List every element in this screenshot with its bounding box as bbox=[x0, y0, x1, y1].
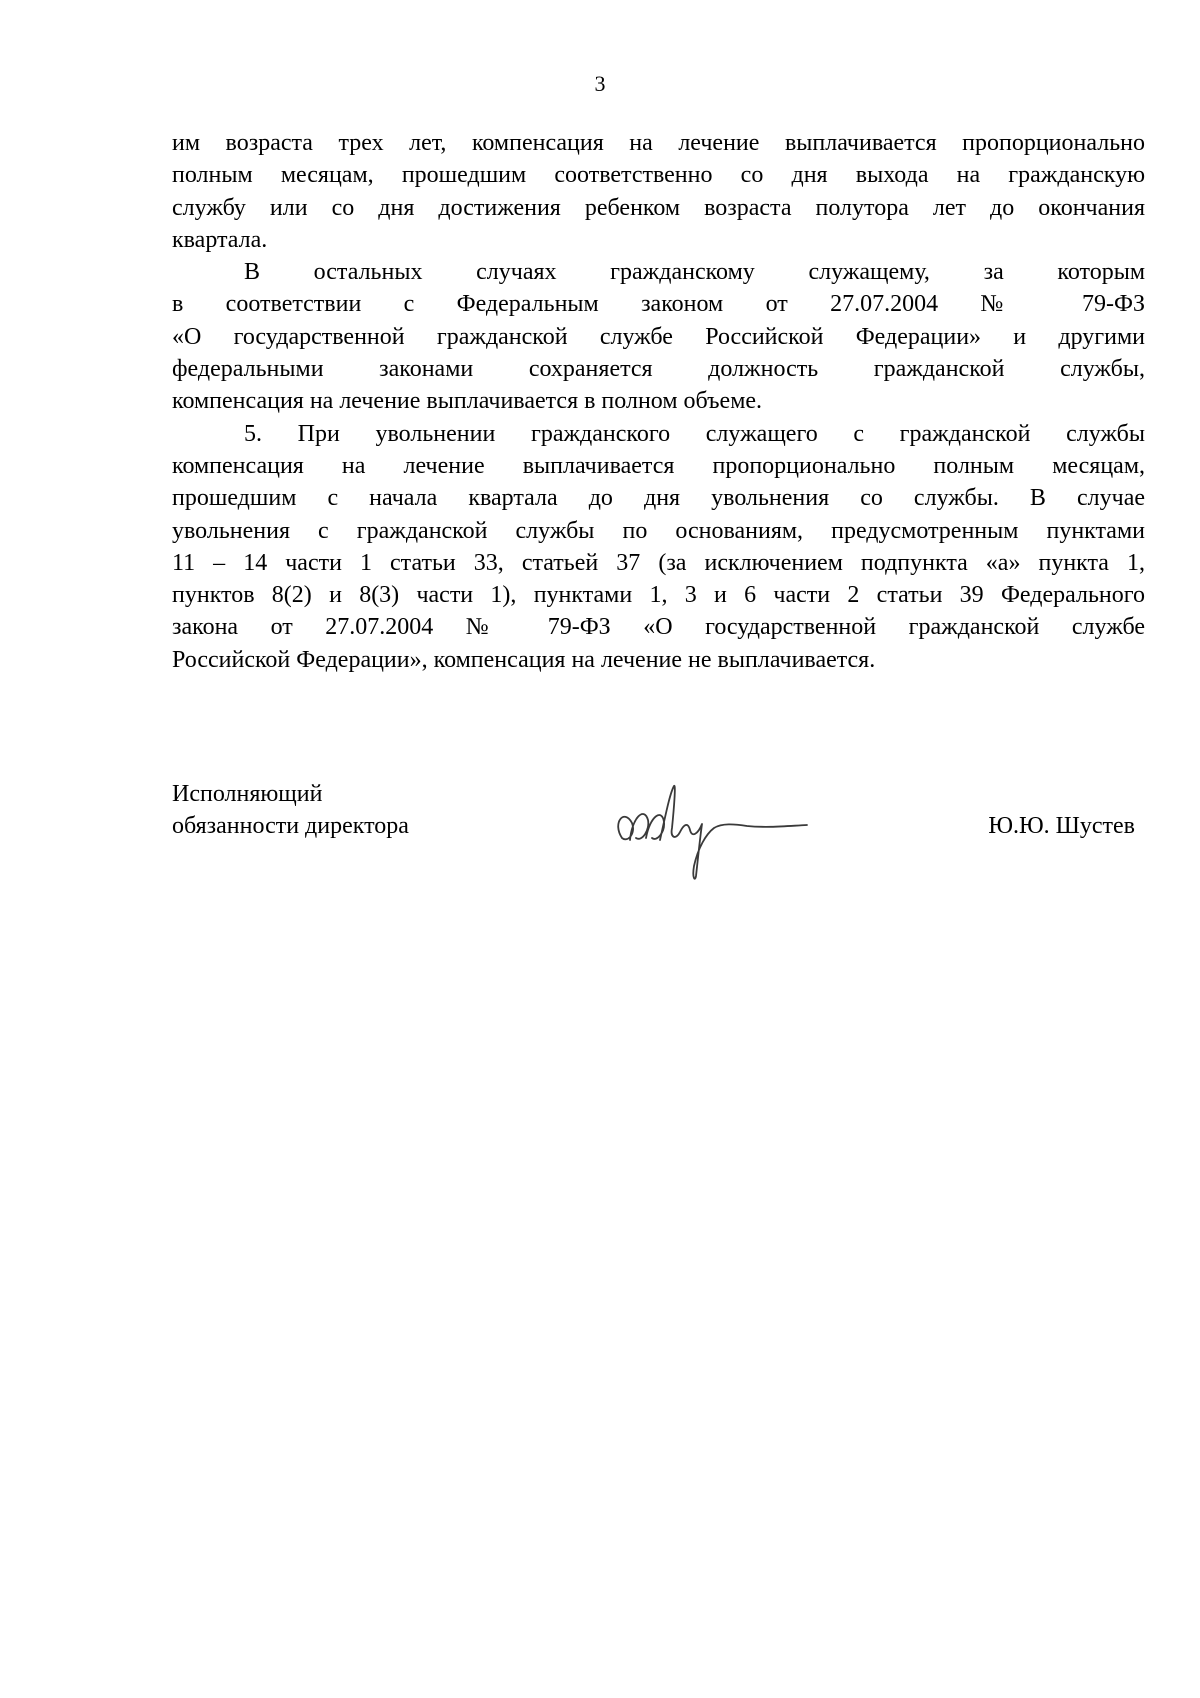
text-line: «О государственной гражданской службе Российской Федерации» и другими bbox=[172, 323, 1145, 350]
page-number: 3 bbox=[594, 71, 606, 96]
text-line: компенсация на лечение выплачивается в полном объеме. bbox=[172, 388, 763, 415]
text-line: прошедшим с начала квартала до дня увольнения со службы. В случае bbox=[172, 485, 1145, 512]
signature-block bbox=[172, 778, 1145, 898]
text-line: 5. При увольнении гражданского служащего с гражданской службы bbox=[244, 420, 1145, 447]
handwritten-signature bbox=[602, 768, 812, 883]
text-line: увольнения с гражданской службы по основаниям, предусмотренным пунктами bbox=[172, 517, 1145, 544]
text-line: федеральными законами сохраняется должность гражданской службы, bbox=[172, 356, 1145, 383]
paragraph-1 bbox=[172, 127, 1145, 256]
text-line: пунктов 8(2) и 8(3) части 1), пунктами 1, 3 и 6 части 2 статьи 39 Федерального bbox=[172, 582, 1145, 609]
text-line: закона от 27.07.2004 № 79-ФЗ «О государственной гражданской службе bbox=[172, 614, 1145, 641]
signatory-title-line: обязанности директора bbox=[172, 813, 409, 839]
text-line: в соответствии с Федеральным законом от 27.07.2004 № 79-ФЗ bbox=[172, 291, 1145, 318]
paragraph-3 bbox=[172, 418, 1145, 676]
text-line: компенсация на лечение выплачивается пропорционально полным месяцам, bbox=[172, 452, 1145, 479]
body-text bbox=[172, 127, 1145, 676]
signatory-title bbox=[172, 778, 409, 842]
text-line: Российской Федерации», компенсация на лечение не выплачивается. bbox=[172, 646, 876, 673]
text-line: 11 – 14 части 1 статьи 33, статьей 37 (за исключением подпункта «а» пункта 1, bbox=[172, 549, 1145, 576]
signatory-title-line: Исполняющий bbox=[172, 781, 323, 807]
text-line: службу или со дня достижения ребенком возраста полутора лет до окончания bbox=[172, 194, 1145, 221]
paragraph-2 bbox=[172, 256, 1145, 417]
text-line: квартала. bbox=[172, 226, 268, 253]
signatory-name: Ю.Ю. Шустев bbox=[988, 813, 1135, 839]
text-line: им возраста трех лет, компенсация на лечение выплачивается пропорционально bbox=[172, 130, 1145, 156]
text-line: полным месяцам, прошедшим соответственно со дня выхода на гражданскую bbox=[172, 162, 1145, 189]
text-line: В остальных случаях гражданскому служащему, за которым bbox=[244, 259, 1145, 286]
